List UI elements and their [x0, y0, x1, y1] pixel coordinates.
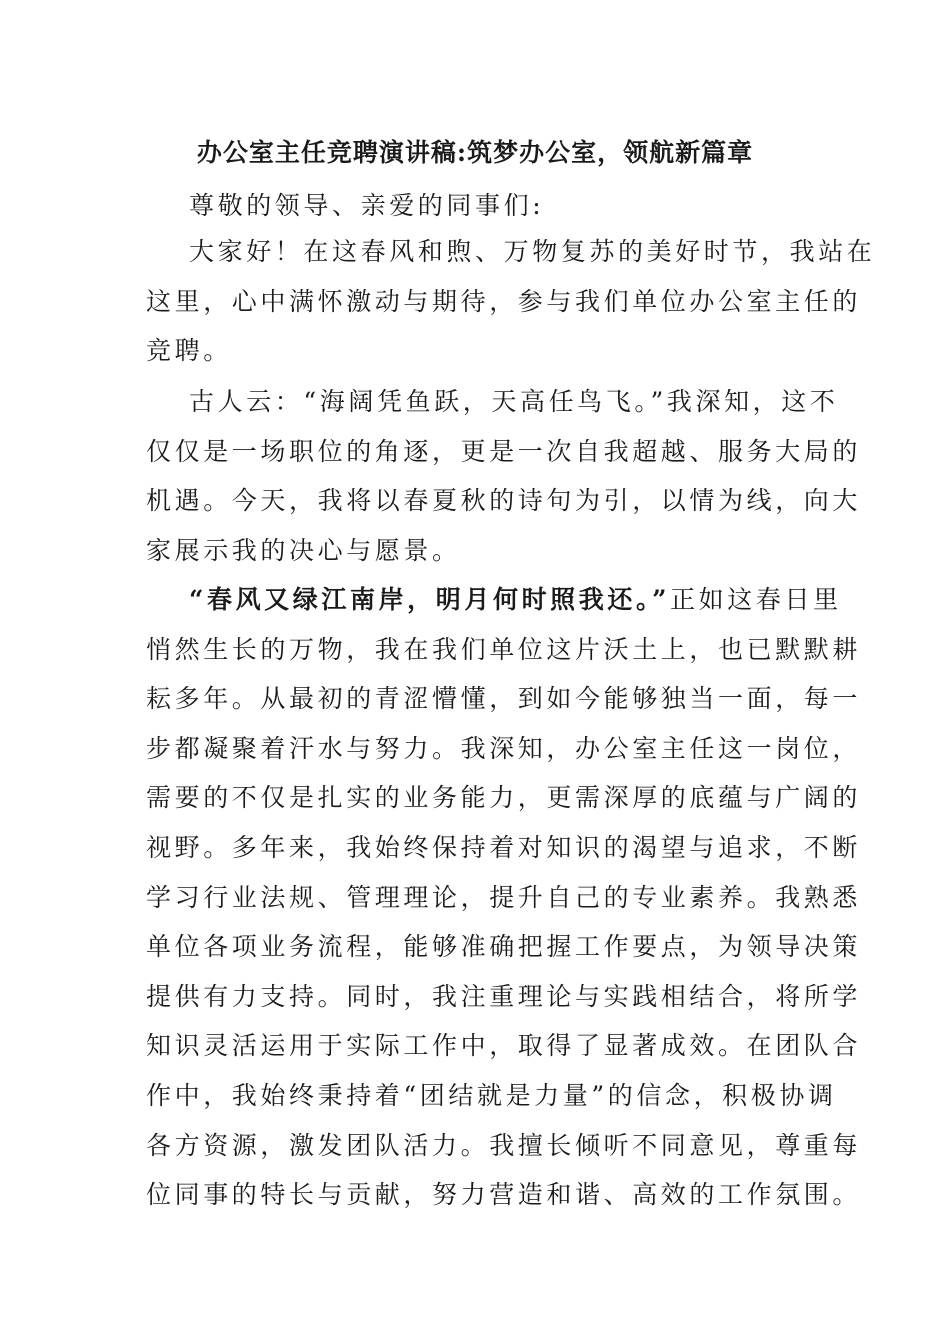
paragraph-line: 古人云：“海阔凭鱼跃，天高任鸟飞。”我深知，这不	[189, 387, 839, 416]
paragraph-line: 需要的不仅是扎实的业务能力，更需深厚的底蕴与广阔的	[146, 783, 862, 813]
spring-paragraph	[146, 575, 862, 1220]
paragraph-line: 位同事的特长与贡献，努力营造和谐、高效的工作氛围。	[146, 1180, 862, 1210]
ancient-quote-paragraph	[146, 377, 862, 575]
paragraph-line: 提供有力支持。同时，我注重理论与实践相结合，将所学	[146, 981, 862, 1011]
paragraph-line: 学习行业法规、管理理论，提升自己的专业素养。我熟悉	[146, 882, 862, 912]
salutation-line: 尊敬的领导、亲爱的同事们:	[189, 191, 545, 220]
paragraph-line: 家展示我的决心与愿景。	[146, 535, 461, 565]
paragraph-line: 耘多年。从最初的青涩懵懂，到如今能够独当一面，每一	[146, 684, 862, 714]
document-title: 办公室主任竞聘演讲稿:筑梦办公室，领航新篇章	[196, 138, 754, 167]
paragraph-line: 竞聘。	[146, 336, 232, 366]
spring-first-line-rest: 正如这春日里	[670, 585, 842, 614]
paragraph-line: 单位各项业务流程，能够准确把握工作要点，为领导决策	[146, 932, 862, 962]
paragraph-line: 视野。多年来，我始终保持着对知识的渴望与追求，不断	[146, 832, 862, 862]
paragraph-line: 知识灵活运用于实际工作中，取得了显著成效。在团队合	[146, 1031, 862, 1061]
spring-poem-quote: “春风又绿江南岸，明月何时照我还。”	[189, 585, 671, 614]
paragraph-line: 仅仅是一场职位的角逐，更是一次自我超越、服务大局的	[146, 436, 862, 466]
paragraph-line: 这里，心中满怀激动与期待，参与我们单位办公室主任的	[146, 286, 862, 316]
paragraph-line: 悄然生长的万物，我在我们单位这片沃土上，也已默默耕	[146, 634, 862, 664]
paragraph-line: 步都凝聚着汗水与努力。我深知，办公室主任这一岗位，	[146, 733, 862, 763]
greeting-paragraph	[146, 227, 876, 376]
paragraph-line	[146, 575, 842, 625]
paragraph-line: 各方资源，激发团队活力。我擅长倾听不同意见，尊重每	[146, 1130, 862, 1160]
paragraph-line: 机遇。今天，我将以春夏秋的诗句为引，以情为线，向大	[146, 486, 862, 516]
paragraph-line: 大家好！在这春风和煦、万物复苏的美好时节，我站在	[189, 237, 876, 266]
salutation-paragraph	[146, 181, 806, 231]
paragraph-line: 作中，我始终秉持着“团结就是力量”的信念，积极协调	[146, 1080, 837, 1110]
